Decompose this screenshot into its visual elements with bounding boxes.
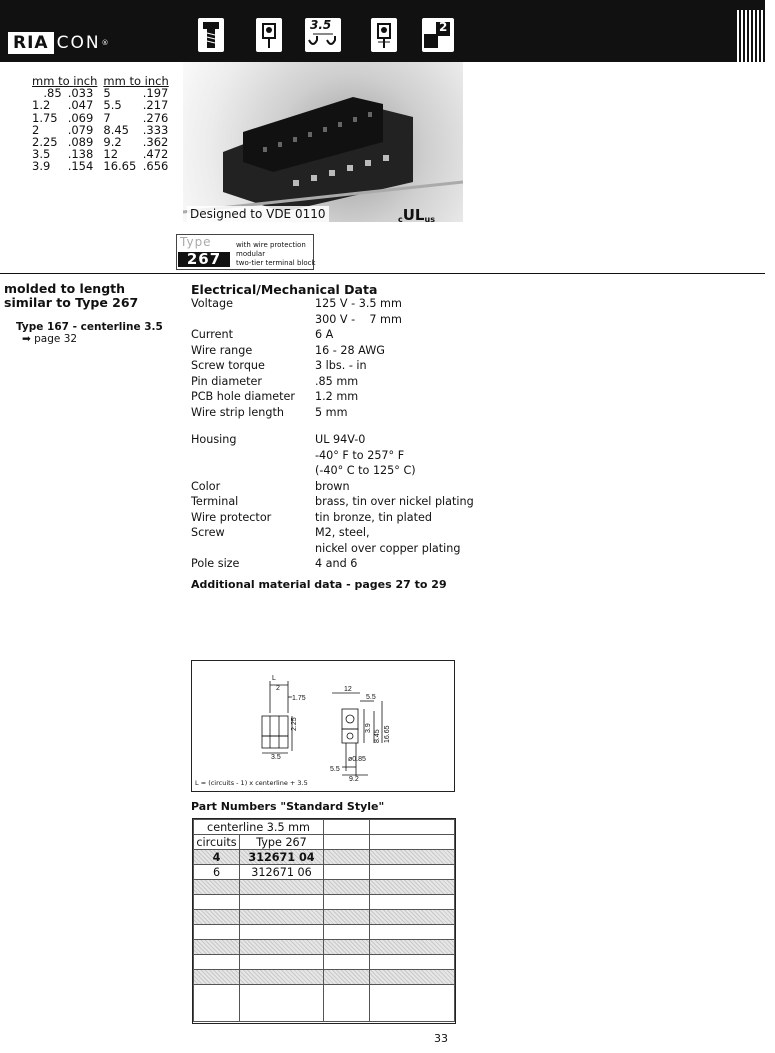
- spec-value: 3 lbs. - in: [315, 359, 367, 372]
- circuits-header: circuits: [194, 835, 240, 850]
- spec-label: Terminal: [191, 495, 239, 508]
- ul-c: c: [398, 215, 403, 224]
- divider: [0, 273, 765, 274]
- spec-value: nickel over copper plating: [315, 541, 461, 555]
- conversion-header-left: mm to inch: [32, 74, 98, 88]
- dim-label-2: 2: [276, 685, 280, 692]
- type-desc-line: with wire protection: [236, 241, 306, 249]
- screw-icon: [198, 18, 224, 52]
- mm-inch-conversion-table: [30, 75, 173, 173]
- left-title-line: molded to length: [4, 281, 126, 296]
- spec-label: Pin diameter: [191, 374, 262, 388]
- spec-value: brown: [315, 479, 350, 493]
- part-number-cell: 312671 04: [240, 850, 324, 865]
- centerline-header: centerline 3.5 mm: [194, 820, 324, 835]
- spec-label: Wire strip length: [191, 405, 284, 419]
- two-tier-icon: [422, 18, 454, 52]
- spec-label: Pole size: [191, 557, 240, 570]
- spec-label: Housing: [191, 433, 237, 446]
- dim-label-5-5-bottom: 5.5: [330, 766, 340, 773]
- spec-label: PCB hole diameter: [191, 390, 295, 403]
- dim-label-2-25: 2.25: [291, 717, 298, 731]
- circuits-cell: 6: [194, 865, 240, 880]
- logo-registered: ®: [101, 39, 109, 47]
- dim-label-pin-diameter: ø0.85: [348, 756, 366, 763]
- spec-label: Voltage: [191, 297, 233, 310]
- terminal-wire-protection-icon: [256, 18, 282, 52]
- spec-value: -40° F to 257° F: [315, 448, 405, 462]
- spec-value: 1.2 mm: [315, 390, 359, 403]
- dim-label-12: 12: [344, 686, 352, 693]
- ul-logo: UL: [402, 206, 425, 224]
- type-desc-line: modular: [236, 250, 266, 258]
- table-row: 3.9 .154 16.65 .656: [32, 159, 169, 174]
- spec-label: Current: [191, 328, 234, 341]
- table-row: 2.25 .089 9.2 .362: [32, 135, 169, 150]
- type-desc-line: two-tier terminal block: [236, 259, 316, 267]
- product-photo: [183, 62, 463, 222]
- dimension-drawing: [191, 660, 455, 792]
- table-row: 1.75 .069 7 .276: [32, 110, 169, 125]
- dim-label-3-9: 3.9: [365, 723, 372, 733]
- dim-label-8-45: 8.45: [374, 729, 381, 743]
- centerline-label: 3.5: [310, 18, 332, 32]
- ul-certification-mark: [398, 206, 435, 224]
- type-description: [236, 241, 316, 268]
- page-number: 33: [434, 1032, 448, 1045]
- conversion-header-right: mm to inch: [103, 74, 169, 88]
- spec-labels-2: [191, 432, 271, 572]
- spec-value: 5 mm: [315, 405, 348, 419]
- spec-value: (-40° C to 125° C): [315, 464, 416, 477]
- spec-value: 4 and 6: [315, 557, 358, 570]
- spec-value: brass, tin over nickel plating: [315, 495, 474, 508]
- length-formula: L = (circuits - 1) x centerline + 3.5: [195, 779, 308, 787]
- logo-ria: RIA: [8, 32, 54, 54]
- type-header: Type 267: [240, 835, 324, 850]
- table-row: [194, 865, 455, 880]
- tier-number: 2: [439, 20, 448, 34]
- spec-label: Screw torque: [191, 359, 265, 372]
- spec-value: M2, steel,: [315, 526, 370, 539]
- spec-labels-1: [191, 296, 295, 420]
- terminal-pcb-icon: [371, 18, 397, 52]
- barcode-stripes: [737, 10, 763, 62]
- spec-value: 125 V - 3.5 mm: [315, 297, 402, 310]
- part-numbers-title: Part Numbers "Standard Style": [191, 800, 385, 813]
- dim-label-16-65: 16.65: [384, 725, 391, 743]
- vde-caption: Designed to VDE 0110: [187, 206, 329, 222]
- table-row: [194, 850, 455, 865]
- logo-con: CON: [56, 33, 101, 53]
- table-row: .85 .033 5 .197: [43, 86, 169, 101]
- dim-label-5-5-top: 5.5: [366, 694, 376, 701]
- dim-label-9-2: 9.2: [349, 776, 359, 783]
- part-number-cell: 312671 06: [240, 865, 324, 880]
- centerline-3-5-icon: [305, 18, 341, 52]
- circuits-cell: 4: [194, 850, 240, 865]
- type-number: 267: [178, 252, 230, 267]
- spec-value: UL 94V-0: [315, 433, 366, 446]
- spec-value: 300 V - 7 mm: [315, 312, 402, 326]
- left-title: [4, 282, 138, 310]
- spec-label: Color: [191, 479, 221, 493]
- page-reference: ➡ page 32: [22, 333, 78, 345]
- spec-label: Wire range: [191, 343, 253, 357]
- spec-value: 6 A: [315, 328, 334, 341]
- dim-label-3-5: 3.5: [271, 754, 281, 761]
- spec-title: Electrical/Mechanical Data: [191, 282, 378, 297]
- spec-value: tin bronze, tin plated: [315, 510, 432, 524]
- table-row: 1.2 .047 5.5 .217: [32, 98, 169, 113]
- left-title-line: similar to Type 267: [4, 295, 139, 310]
- riacon-logo: [8, 33, 109, 53]
- related-type: Type 167 - centerline 3.5: [16, 321, 163, 333]
- spec-values-2: [315, 432, 474, 572]
- spec-label: Screw: [191, 526, 225, 539]
- dim-label-1-75: 1.75: [292, 695, 306, 702]
- type-word: Type: [180, 235, 212, 249]
- spec-value: .85 mm: [315, 374, 359, 388]
- ul-us: us: [424, 215, 435, 224]
- spec-values-1: [315, 296, 402, 420]
- additional-material-note: Additional material data - pages 27 to 29: [191, 578, 447, 591]
- table-row: 2 .079 8.45 .333: [32, 122, 169, 137]
- spec-value: 16 - 28 AWG: [315, 343, 385, 357]
- part-numbers-table: [192, 818, 456, 1024]
- dim-label-l: L: [272, 675, 276, 682]
- table-row: 3.5 .138 12 .472: [32, 147, 169, 162]
- spec-label: Wire protector: [191, 510, 272, 524]
